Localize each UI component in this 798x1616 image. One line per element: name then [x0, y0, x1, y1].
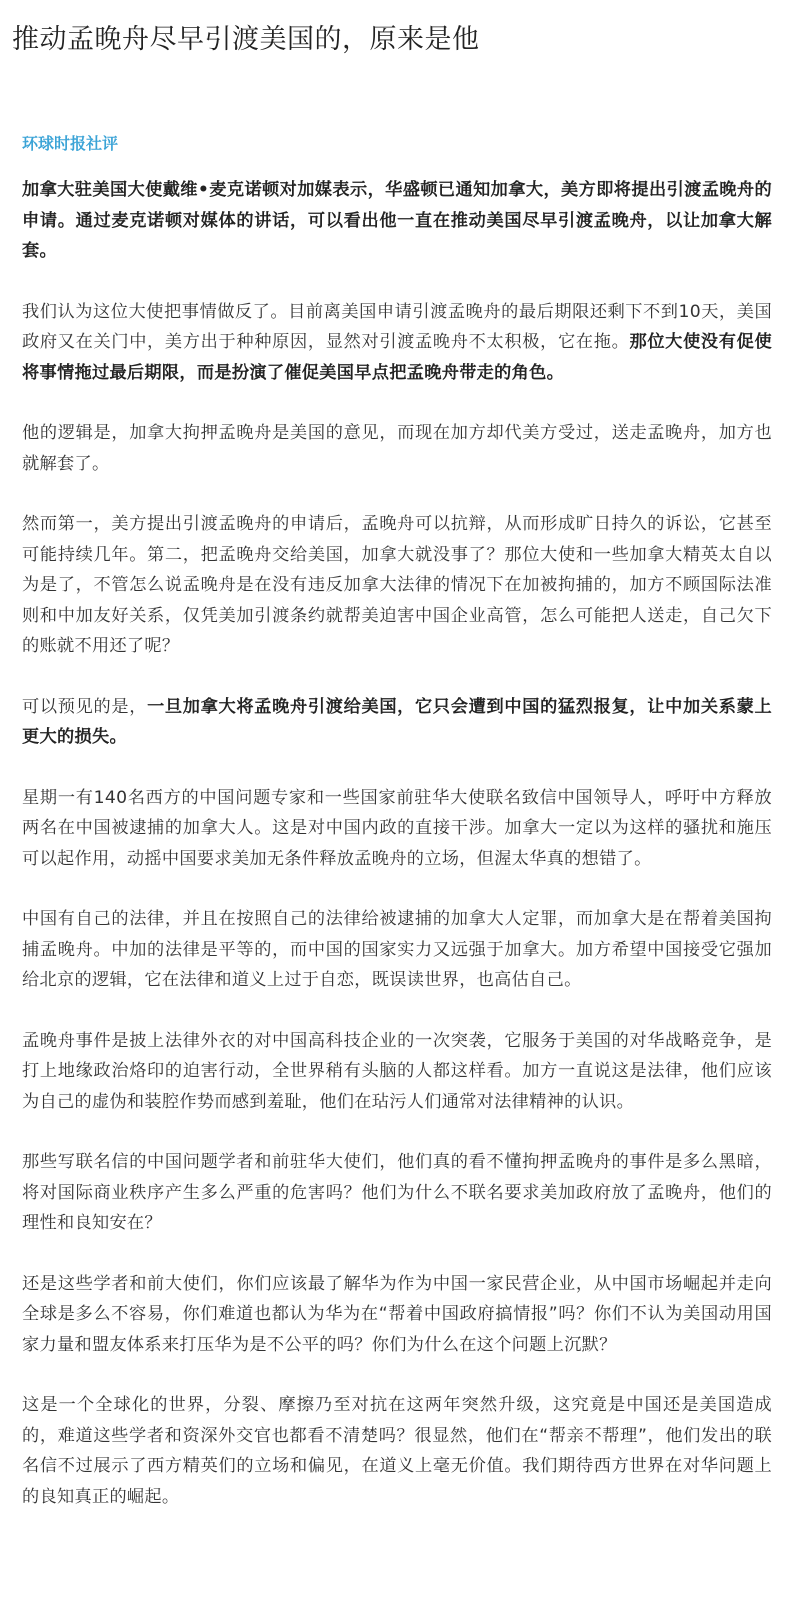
paragraph-3: 然而第一，美方提出引渡孟晚舟的申请后，孟晚舟可以抗辩，从而形成旷日持久的诉讼，它甚至可能持续几年。第二，把孟晚舟交给美国，加拿大就没事了？那位大使和一些加拿大精英太自以为是了，不管怎么说孟晚舟是在没有违反加拿大法律的情况下在加被拘捕的，加方不顾国际法准则和中加友好关系，仅凭美加引渡条约就帮美迫害中国企业高管，怎么可能把人送走，自己欠下的账就不用还了呢？ — [22, 514, 772, 656]
paragraph-4-bold: 一旦加拿大将孟晚舟引渡给美国，它只会遭到中国的猛烈报复，让中加关系蒙上更大的损失。 — [22, 696, 772, 747]
article-body — [22, 132, 772, 1542]
paragraph-6: 中国有自己的法律，并且在按照自己的法律给被逮捕的加拿大人定罪，而加拿大是在帮着美国拘捕孟晚舟。中加的法律是平等的，而中国的国家实力又远强于加拿大。加方希望中国接受它强加给北京的逻辑，它在法律和道义上过于自恋，既误读世界，也高估自己。 — [22, 909, 772, 990]
paragraph-5: 星期一有140名西方的中国问题专家和一些国家前驻华大使联名致信中国领导人，呼吁中方释放两名在中国被逮捕的加拿大人。这是对中国内政的直接干涉。加拿大一定以为这样的骚扰和施压可以起作用，动摇中国要求美加无条件释放孟晚舟的立场，但渥太华真的想错了。 — [22, 787, 772, 869]
article-source: 环球时报社评 — [22, 134, 119, 153]
paragraph-4 — [22, 692, 772, 753]
paragraph-2: 他的逻辑是，加拿大拘押孟晚舟是美国的意见，而现在加方却代美方受过，送走孟晚舟，加方也就解套了。 — [22, 423, 772, 474]
paragraph-9: 还是这些学者和前大使们，你们应该最了解华为作为中国一家民营企业，从中国市场崛起并走向全球是多么不容易，你们难道也都认为华为在“帮着中国政府搞情报”吗？你们不认为美国动用国家力量和盟友体系来打压华为是不公平的吗？你们为什么在这个问题上沉默？ — [22, 1273, 772, 1355]
paragraph-10: 这是一个全球化的世界，分裂、摩擦乃至对抗在这两年突然升级，这究竟是中国还是美国造成的，难道这些学者和资深外交官也都看不清楚吗？很显然，他们在“帮亲不帮理”，他们发出的联名信不过展示了西方精英们的立场和偏见，在道义上毫无价值。我们期待西方世界在对华问题上的良知真正的崛起。 — [22, 1395, 772, 1507]
paragraph-1-bold: 那位大使没有促使将事情拖过最后期限，而是扮演了催促美国早点把孟晚舟带走的角色。 — [22, 332, 773, 383]
paragraph-4-text: 可以预见的是， — [22, 696, 148, 717]
paragraph-1 — [22, 297, 772, 389]
article-title: 推动孟晚舟尽早引渡美国的，原来是他 — [12, 24, 480, 55]
lead-paragraph: 加拿大驻美国大使戴维•麦克诺顿对加媒表示，华盛顿已通知加拿大，美方即将提出引渡孟晚舟的申请。通过麦克诺顿对媒体的讲话，可以看出他一直在推动美国尽早引渡孟晚舟，以让加拿大解套。 — [22, 180, 772, 261]
paragraph-7: 孟晚舟事件是披上法律外衣的对中国高科技企业的一次突袭，它服务于美国的对华战略竞争，是打上地缘政治烙印的迫害行动，全世界稍有头脑的人都这样看。加方一直说这是法律，他们应该为自己的虚伪和装腔作势而感到羞耻，他们在玷污人们通常对法律精神的认识。 — [22, 1030, 772, 1112]
paragraph-8: 那些写联名信的中国问题学者和前驻华大使们，他们真的看不懂拘押孟晚舟的事件是多么黑暗，将对国际商业秩序产生多么严重的危害吗？他们为什么不联名要求美加政府放了孟晚舟，他们的理性和良知安在？ — [22, 1152, 772, 1233]
paragraph-1-text: 我们认为这位大使把事情做反了。目前离美国申请引渡孟晚舟的最后期限还剩下不到10天，美国政府又在关门中，美方出于种种原因，显然对引渡孟晚舟不太积极，它在拖。 — [22, 301, 772, 352]
